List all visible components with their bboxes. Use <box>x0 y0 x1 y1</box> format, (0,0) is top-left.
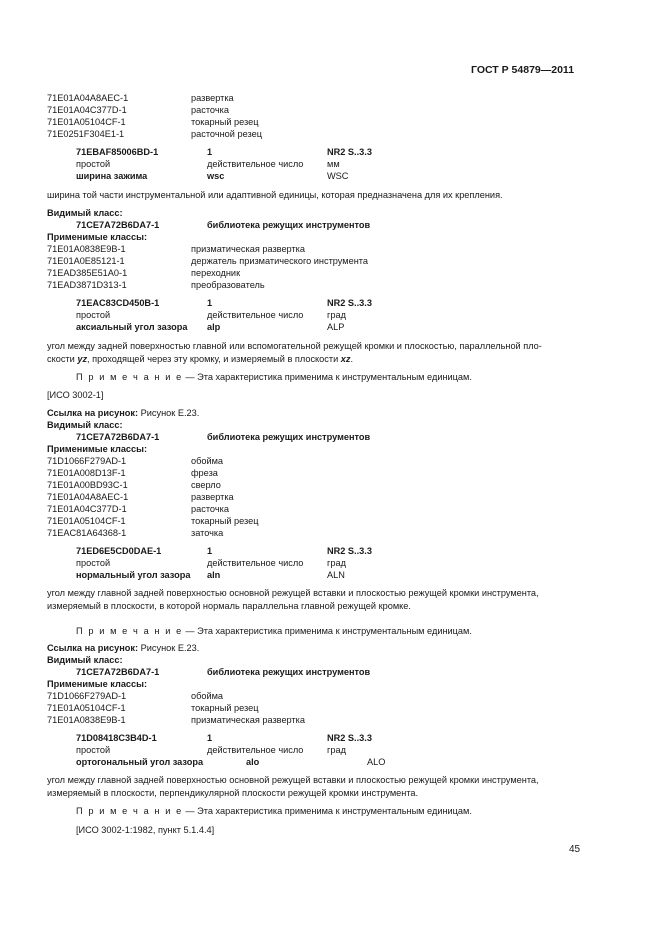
visible-class-code: 71CE7A72B6DA7-1 <box>76 432 160 442</box>
entry-unit: град <box>327 745 346 755</box>
entry-value-type: действительное число <box>207 159 304 169</box>
entry-format: NR2 S..3.3 <box>327 546 372 556</box>
visible-class-label: Видимый класс: <box>47 655 123 665</box>
entry-type: простой <box>76 310 111 320</box>
standard-header: ГОСТ Р 54879—2011 <box>471 64 575 76</box>
note: П р и м е ч а н и е — Эта характеристика применима к инструментальным единицам. <box>76 806 472 816</box>
entry-code: 71ED6E5CD0DAE-1 <box>76 546 162 556</box>
visible-class-label: Видимый класс: <box>47 420 123 430</box>
visible-class-name: библиотека режущих инструментов <box>207 220 371 230</box>
source-reference: [ИСО 3002-1] <box>47 390 104 400</box>
entry-name: нормальный угол зазора <box>76 570 191 580</box>
entry-type: простой <box>76 745 111 755</box>
visible-class-name: библиотека режущих инструментов <box>207 667 371 677</box>
entry-value-type: действительное число <box>207 558 304 568</box>
definition-line: скости yz, проходящей через эту кромку, и измеряемый в плоскости xz. <box>47 354 354 364</box>
entry-name: ортогональный угол зазора <box>76 757 204 767</box>
source-reference: [ИСО 3002-1:1982, пункт 5.1.4.4] <box>76 825 215 835</box>
definition-line: угол между задней поверхностью главной или вспомогательной режущей кромки и плоскостью, параллельной пло- <box>47 341 542 351</box>
entry-name: ширина зажима <box>76 171 148 181</box>
entry-value-type: действительное число <box>207 310 304 320</box>
entry-code: 71D08418C3B4D-1 <box>76 733 157 743</box>
figure-reference: Ссылка на рисунок: Рисунок Е.23. <box>47 408 200 418</box>
entry-format: NR2 S..3.3 <box>327 298 372 308</box>
applicable-label: Применимые классы: <box>47 232 148 242</box>
entry-code: 71EAC83CD450B-1 <box>76 298 160 308</box>
entry-type: простой <box>76 558 111 568</box>
definition-line: измеряемый в плоскости, в которой нормаль параллельна главной режущей кромке. <box>47 601 411 611</box>
visible-class-name: библиотека режущих инструментов <box>207 432 371 442</box>
entry-symbol-upper: ALN <box>327 570 345 580</box>
entry-unit: мм <box>327 159 340 169</box>
entry-version: 1 <box>207 546 213 556</box>
entry-unit: град <box>327 310 346 320</box>
entry-version: 1 <box>207 733 213 743</box>
applicable-label: Применимые классы: <box>47 444 148 454</box>
visible-class-label: Видимый класс: <box>47 208 123 218</box>
definition-line: измеряемый в плоскости, перпендикулярной плоскости режущей кромки инструмента. <box>47 788 419 798</box>
entry-symbol: alp <box>207 322 221 332</box>
visible-class-code: 71CE7A72B6DA7-1 <box>76 667 160 677</box>
definition-line: угол между главной задней поверхностью основной режущей вставки и плоскостью режущей кромки инструмента, <box>47 588 539 598</box>
entry-format: NR2 S..3.3 <box>327 147 372 157</box>
page-number: 45 <box>569 844 581 855</box>
entry-unit: град <box>327 558 346 568</box>
applicable-label: Применимые классы: <box>47 679 148 689</box>
entry-symbol-upper: WSC <box>327 171 349 181</box>
entry-symbol: aln <box>207 570 221 580</box>
entry-symbol-upper: ALP <box>327 322 345 332</box>
entry-value-type: действительное число <box>207 745 304 755</box>
entry-version: 1 <box>207 147 213 157</box>
entry-symbol: alo <box>246 757 260 767</box>
note: П р и м е ч а н и е — Эта характеристика применима к инструментальным единицам. <box>76 372 472 382</box>
entry-format: NR2 S..3.3 <box>327 733 372 743</box>
entry-code: 71EBAF85006BD-1 <box>76 147 159 157</box>
entry-version: 1 <box>207 298 213 308</box>
entry-name: аксиальный угол зазора <box>76 322 188 332</box>
note: П р и м е ч а н и е — Эта характеристика применима к инструментальным единицам. <box>76 626 472 636</box>
figure-reference: Ссылка на рисунок: Рисунок Е.23. <box>47 643 200 653</box>
entry-type: простой <box>76 159 111 169</box>
visible-class-code: 71CE7A72B6DA7-1 <box>76 220 160 230</box>
entry-symbol: wsc <box>207 171 225 181</box>
definition: ширина той части инструментальной или адаптивной единицы, которая предназначена для их крепления. <box>47 190 503 200</box>
entry-symbol-upper: ALO <box>367 757 386 767</box>
definition-line: угол между главной задней поверхностью основной режущей вставки и плоскостью режущей кромки инструмента, <box>47 775 539 785</box>
